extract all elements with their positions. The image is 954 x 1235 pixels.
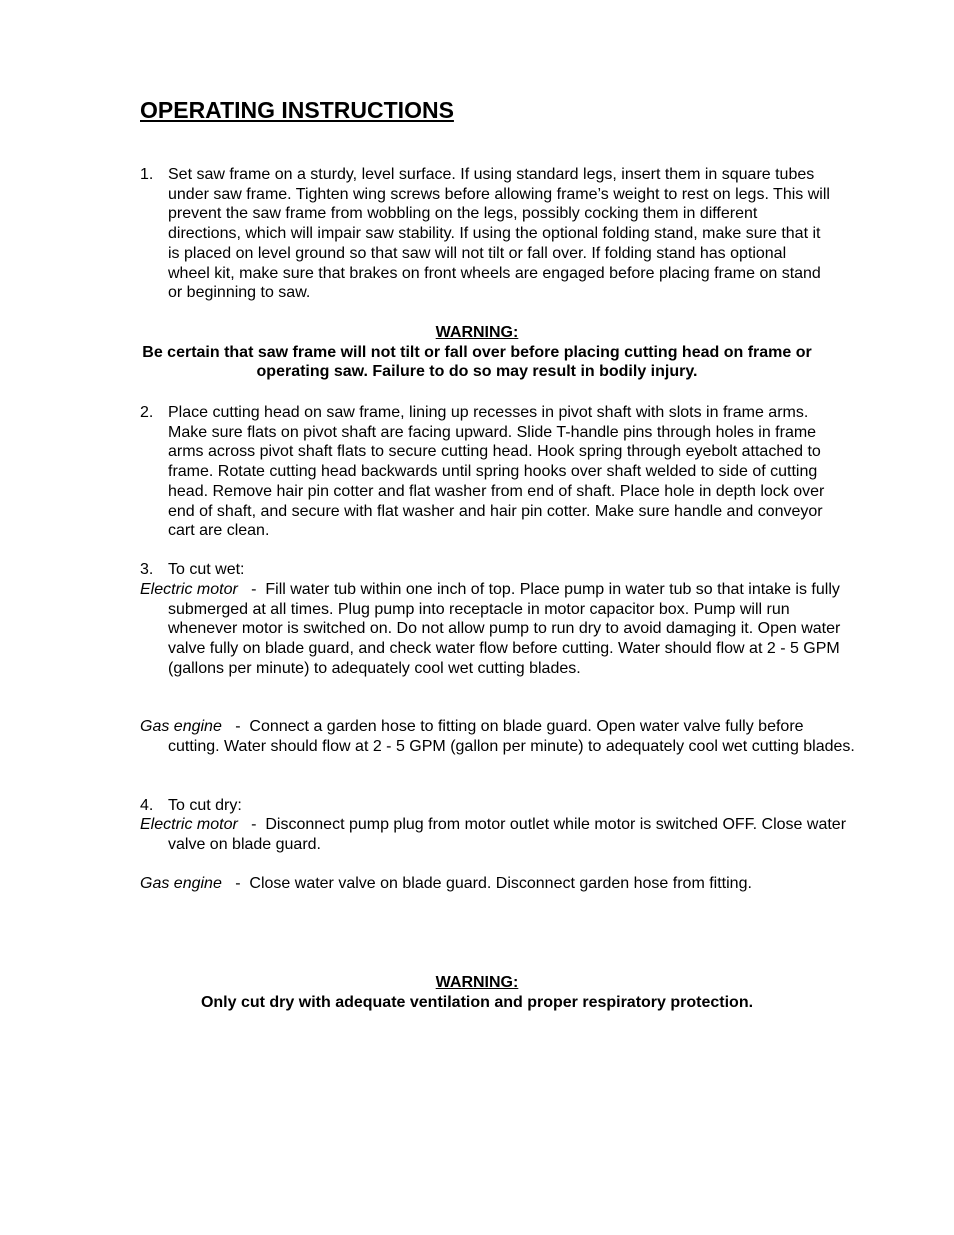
gas-engine-label: Gas engine <box>140 875 222 892</box>
electric-motor-label: Electric motor <box>140 581 238 598</box>
electric-motor-label: Electric motor <box>140 816 238 833</box>
instruction-text: Connect a garden hose to fitting on blade guard. Open water valve fully before cutting. Water should flow at 2 - 5 GPM (gallon per minute) to adequately cool wet cutting blades. <box>168 718 855 755</box>
step-number: 3. <box>140 561 154 578</box>
wet-gas-engine <box>140 717 858 756</box>
step-text: Set saw frame on a sturdy, level surface. If using standard legs, insert them in square tubes under saw frame. Tighten wing screws before allowing frame’s weight to rest on legs. This will prevent the saw frame from wobbling on the legs, possibly cocking them in different directions, which will impair saw stability. If using the optional folding stand, make sure that it is placed on level ground so that saw will not tilt or fall over. If folding stand has optional wheel kit, make sure that brakes on front wheels are engaged before placing frame on stand or beginning to saw. <box>168 166 830 302</box>
step-number: 1. <box>140 166 154 183</box>
separator: - <box>235 718 241 735</box>
step-4 <box>140 796 830 816</box>
step-text: To cut dry: <box>168 797 242 814</box>
step-number: 2. <box>140 404 154 421</box>
gas-engine-label: Gas engine <box>140 718 222 735</box>
step-text: Place cutting head on saw frame, lining up recesses in pivot shaft with slots in frame arms. Make sure flats on pivot shaft are facing upward. Slide T-handle pins through holes in frame arms across pivot shaft flats to secure cutting head. Hook spring through eyebolt attached to frame. Rotate cutting head backwards until spring hooks over shaft welded to side of cutting head. Remove hair pin cotter and flat washer from end of shaft. Place hole in depth lock over end of shaft, and secure with flat washer and hair pin cotter. Make sure handle and conveyor cart are clean. <box>168 404 825 540</box>
warning-block-1 <box>140 323 814 382</box>
instruction-text: Fill water tub within one inch of top. Place pump in water tub so that intake is fully submerged at all times. Plug pump into receptacle in motor capacitor box. Pump will run whenever motor is switched on. Do not allow pump to run dry to avoid damaging it. Open water valve fully on blade guard, and check water flow before cutting. Water should flow at 2 - 5 GPM (gallons per minute) to adequately cool wet cutting blades. <box>168 581 841 677</box>
separator: - <box>235 875 241 892</box>
warning-text: Only cut dry with adequate ventilation and proper respiratory protection. <box>200 993 754 1011</box>
warning-heading: WARNING: <box>435 974 519 991</box>
page-title: OPERATING INSTRUCTIONS <box>140 97 454 123</box>
instruction-text: Disconnect pump plug from motor outlet while motor is switched OFF. Close water valve on blade guard. <box>168 816 847 853</box>
warning-block-2 <box>140 973 814 1012</box>
step-2 <box>140 403 830 541</box>
step-text: To cut wet: <box>168 561 245 578</box>
step-3 <box>140 560 830 580</box>
dry-gas-engine <box>140 874 858 894</box>
wet-electric-motor <box>140 580 858 679</box>
step-number: 4. <box>140 797 154 814</box>
step-1 <box>140 165 830 303</box>
separator: - <box>251 581 257 598</box>
warning-heading: WARNING: <box>435 324 519 341</box>
instruction-text: Close water valve on blade guard. Disconnect garden hose from fitting. <box>249 875 752 892</box>
separator: - <box>251 816 257 833</box>
warning-text: Be certain that saw frame will not tilt or fall over before placing cutting head on frame or operating saw. Failure to do so may result in bodily injury. <box>142 343 812 381</box>
dry-electric-motor <box>140 815 858 854</box>
